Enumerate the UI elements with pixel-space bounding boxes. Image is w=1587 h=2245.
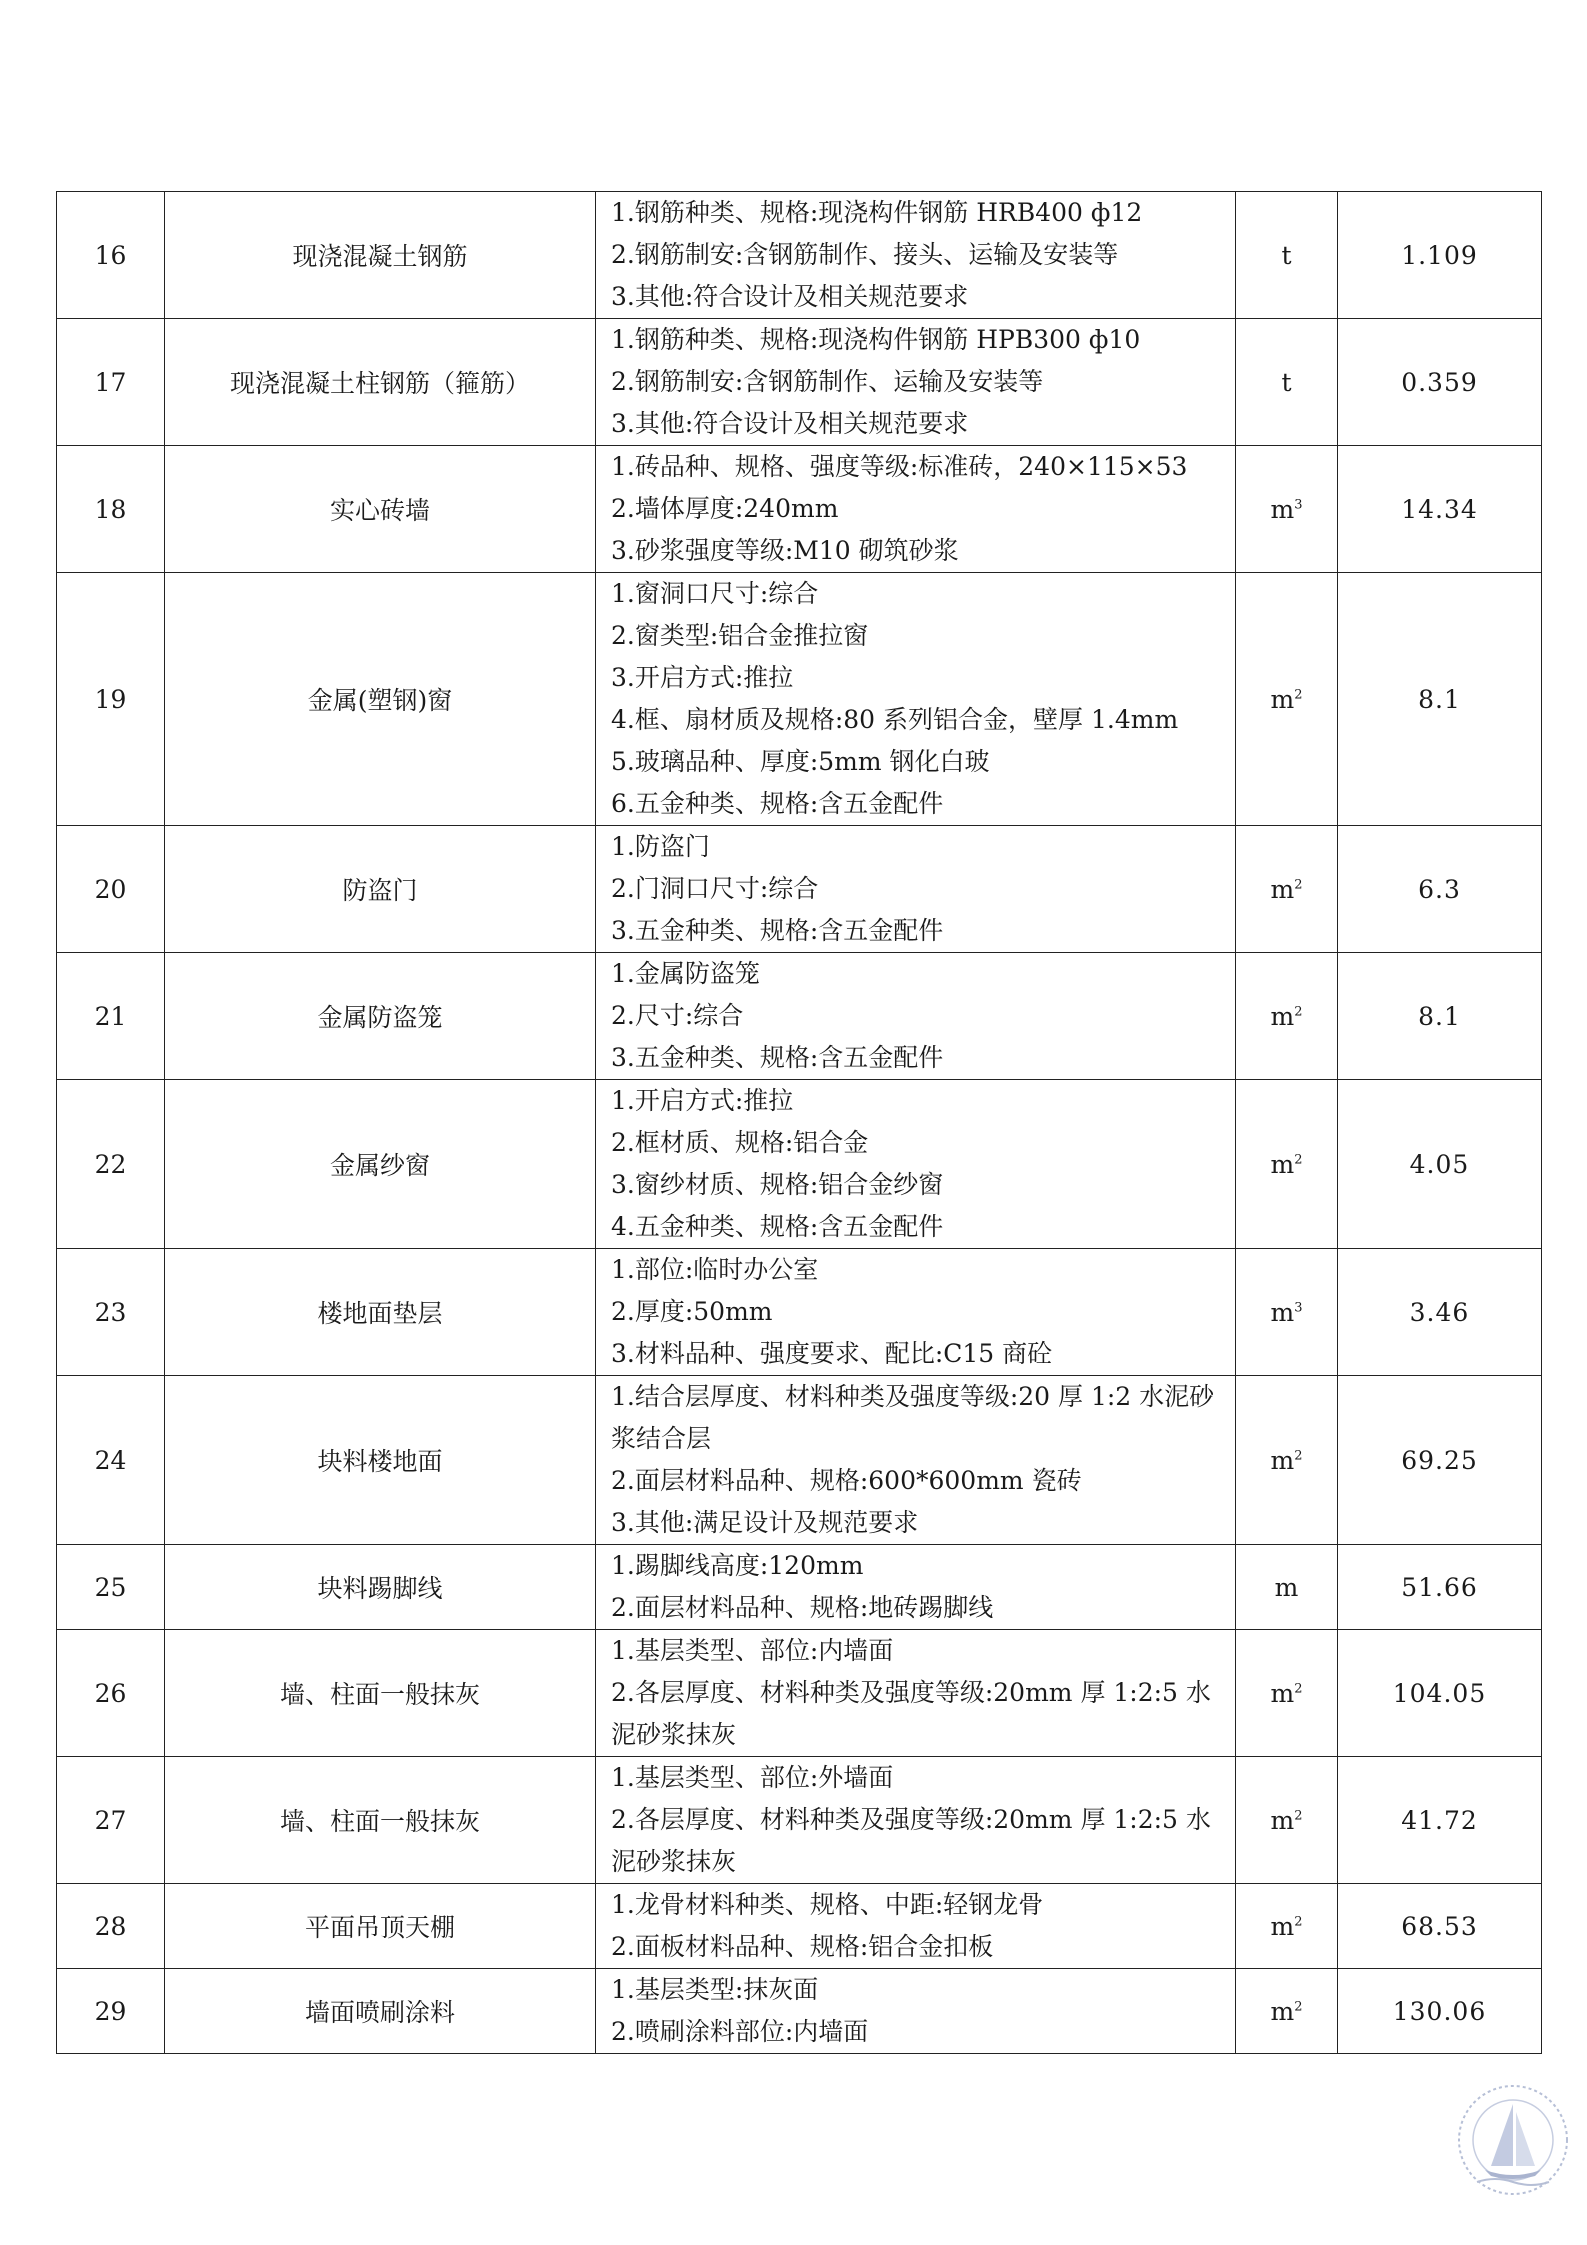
item-features bbox=[596, 1757, 1236, 1884]
item-number: 17 bbox=[57, 319, 165, 446]
feature-line: 1.龙骨材料种类、规格、中距:轻钢龙骨 bbox=[611, 1890, 1044, 1919]
item-unit: $m^2$ bbox=[1236, 826, 1338, 953]
feature-line: 3.材料品种、强度要求、配比:C15 商砼 bbox=[611, 1339, 1053, 1368]
item-unit: $m^2$ bbox=[1236, 953, 1338, 1080]
table-row bbox=[57, 1249, 1542, 1376]
item-name: 块料踢脚线 bbox=[165, 1545, 596, 1630]
item-name: 实心砖墙 bbox=[165, 446, 596, 573]
item-number: 16 bbox=[57, 192, 165, 319]
item-unit: $m^2$ bbox=[1236, 1884, 1338, 1969]
item-name: 楼地面垫层 bbox=[165, 1249, 596, 1376]
feature-line: 3.开启方式:推拉 bbox=[611, 663, 794, 692]
feature-line: 2.框材质、规格:铝合金 bbox=[611, 1128, 869, 1157]
item-quantity: 130.06 bbox=[1338, 1969, 1542, 2054]
table-row bbox=[57, 1630, 1542, 1757]
item-unit: t bbox=[1236, 192, 1338, 319]
item-number: 28 bbox=[57, 1884, 165, 1969]
item-name: 墙、柱面一般抹灰 bbox=[165, 1757, 596, 1884]
feature-line: 1.基层类型:抹灰面 bbox=[611, 1975, 819, 2004]
feature-line: 2.钢筋制安:含钢筋制作、运输及安装等 bbox=[611, 367, 1044, 396]
item-unit: $m^3$ bbox=[1236, 446, 1338, 573]
item-quantity: 104.05 bbox=[1338, 1630, 1542, 1757]
item-number: 26 bbox=[57, 1630, 165, 1757]
item-features bbox=[596, 1080, 1236, 1249]
item-name: 块料楼地面 bbox=[165, 1376, 596, 1545]
table-row bbox=[57, 319, 1542, 446]
item-quantity: 8.1 bbox=[1338, 953, 1542, 1080]
feature-line: 2.面板材料品种、规格:铝合金扣板 bbox=[611, 1932, 994, 1961]
table-body bbox=[57, 192, 1542, 2054]
item-unit: m bbox=[1236, 1545, 1338, 1630]
item-quantity: 0.359 bbox=[1338, 319, 1542, 446]
item-quantity: 51.66 bbox=[1338, 1545, 1542, 1630]
item-name: 墙面喷刷涂料 bbox=[165, 1969, 596, 2054]
feature-line: 4.五金种类、规格:含五金配件 bbox=[611, 1212, 944, 1241]
item-name: 防盗门 bbox=[165, 826, 596, 953]
feature-line: 3.五金种类、规格:含五金配件 bbox=[611, 916, 944, 945]
feature-line: 2.窗类型:铝合金推拉窗 bbox=[611, 621, 869, 650]
item-features bbox=[596, 953, 1236, 1080]
item-number: 21 bbox=[57, 953, 165, 1080]
feature-line: 1.部位:临时办公室 bbox=[611, 1255, 819, 1284]
table-row bbox=[57, 1376, 1542, 1545]
table-row bbox=[57, 573, 1542, 826]
item-features bbox=[596, 1249, 1236, 1376]
table-row bbox=[57, 1884, 1542, 1969]
item-number: 19 bbox=[57, 573, 165, 826]
feature-line: 1.钢筋种类、规格:现浇构件钢筋 HPB300 ф10 bbox=[611, 325, 1141, 354]
feature-line: 3.窗纱材质、规格:铝合金纱窗 bbox=[611, 1170, 944, 1199]
feature-line: 1.金属防盗笼 bbox=[611, 959, 760, 988]
item-unit: $m^2$ bbox=[1236, 1630, 1338, 1757]
item-quantity: 1.109 bbox=[1338, 192, 1542, 319]
item-quantity: 8.1 bbox=[1338, 573, 1542, 826]
item-unit: $m^2$ bbox=[1236, 1080, 1338, 1249]
feature-line: 2.墙体厚度:240mm bbox=[611, 494, 839, 523]
item-quantity: 4.05 bbox=[1338, 1080, 1542, 1249]
item-features bbox=[596, 1630, 1236, 1757]
feature-line: 1.窗洞口尺寸:综合 bbox=[611, 579, 819, 608]
item-features bbox=[596, 573, 1236, 826]
feature-line: 1.基层类型、部位:内墙面 bbox=[611, 1636, 894, 1665]
feature-line: 1.基层类型、部位:外墙面 bbox=[611, 1763, 894, 1792]
table-row bbox=[57, 826, 1542, 953]
table-row bbox=[57, 953, 1542, 1080]
item-number: 27 bbox=[57, 1757, 165, 1884]
item-quantity: 14.34 bbox=[1338, 446, 1542, 573]
feature-line: 1.踢脚线高度:120mm bbox=[611, 1551, 864, 1580]
feature-line: 2.尺寸:综合 bbox=[611, 1001, 744, 1030]
sailboat-seal-icon bbox=[1455, 2082, 1571, 2198]
item-quantity: 6.3 bbox=[1338, 826, 1542, 953]
item-number: 24 bbox=[57, 1376, 165, 1545]
feature-line: 1.钢筋种类、规格:现浇构件钢筋 HRB400 ф12 bbox=[611, 198, 1143, 227]
table-row bbox=[57, 1969, 1542, 2054]
item-features bbox=[596, 826, 1236, 953]
item-name: 金属防盗笼 bbox=[165, 953, 596, 1080]
item-number: 20 bbox=[57, 826, 165, 953]
item-unit: t bbox=[1236, 319, 1338, 446]
item-name: 现浇混凝土柱钢筋（箍筋） bbox=[165, 319, 596, 446]
item-features bbox=[596, 446, 1236, 573]
item-features bbox=[596, 192, 1236, 319]
item-number: 29 bbox=[57, 1969, 165, 2054]
feature-line: 2.喷刷涂料部位:内墙面 bbox=[611, 2017, 869, 2046]
item-quantity: 3.46 bbox=[1338, 1249, 1542, 1376]
feature-line: 3.砂浆强度等级:M10 砌筑砂浆 bbox=[611, 536, 959, 565]
item-features bbox=[596, 1376, 1236, 1545]
item-features bbox=[596, 1969, 1236, 2054]
item-features bbox=[596, 1545, 1236, 1630]
item-features bbox=[596, 319, 1236, 446]
feature-line: 2.面层材料品种、规格:地砖踢脚线 bbox=[611, 1593, 994, 1622]
item-quantity: 69.25 bbox=[1338, 1376, 1542, 1545]
item-unit: $m^3$ bbox=[1236, 1249, 1338, 1376]
table-row bbox=[57, 1080, 1542, 1249]
feature-line: 5.玻璃品种、厚度:5mm 钢化白玻 bbox=[611, 747, 990, 776]
feature-line: 4.框、扇材质及规格:80 系列铝合金，壁厚 1.4mm bbox=[611, 705, 1179, 734]
item-name: 现浇混凝土钢筋 bbox=[165, 192, 596, 319]
feature-line: 6.五金种类、规格:含五金配件 bbox=[611, 789, 944, 818]
item-name: 金属纱窗 bbox=[165, 1080, 596, 1249]
table-row bbox=[57, 192, 1542, 319]
feature-line: 1.防盗门 bbox=[611, 832, 710, 861]
feature-line: 2.厚度:50mm bbox=[611, 1297, 773, 1326]
feature-line: 1.结合层厚度、材料种类及强度等级:20 厚 1:2 水泥砂浆结合层 bbox=[611, 1382, 1215, 1453]
feature-line: 2.各层厚度、材料种类及强度等级:20mm 厚 1:2:5 水泥砂浆抹灰 bbox=[611, 1678, 1211, 1749]
table-row bbox=[57, 446, 1542, 573]
item-number: 25 bbox=[57, 1545, 165, 1630]
item-quantity: 41.72 bbox=[1338, 1757, 1542, 1884]
item-number: 22 bbox=[57, 1080, 165, 1249]
item-quantity: 68.53 bbox=[1338, 1884, 1542, 1969]
item-unit: $m^2$ bbox=[1236, 1969, 1338, 2054]
table-row bbox=[57, 1545, 1542, 1630]
bill-of-quantities-table bbox=[56, 191, 1542, 2054]
feature-line: 3.其他:满足设计及规范要求 bbox=[611, 1508, 919, 1537]
feature-line: 3.其他:符合设计及相关规范要求 bbox=[611, 409, 969, 438]
item-name: 平面吊顶天棚 bbox=[165, 1884, 596, 1969]
item-name: 金属(塑钢)窗 bbox=[165, 573, 596, 826]
feature-line: 2.面层材料品种、规格:600*600mm 瓷砖 bbox=[611, 1466, 1082, 1495]
item-unit: $m^2$ bbox=[1236, 573, 1338, 826]
feature-line: 2.各层厚度、材料种类及强度等级:20mm 厚 1:2:5 水泥砂浆抹灰 bbox=[611, 1805, 1211, 1876]
feature-line: 1.砖品种、规格、强度等级:标准砖，240×115×53 bbox=[611, 452, 1188, 481]
feature-line: 3.五金种类、规格:含五金配件 bbox=[611, 1043, 944, 1072]
item-name: 墙、柱面一般抹灰 bbox=[165, 1630, 596, 1757]
feature-line: 3.其他:符合设计及相关规范要求 bbox=[611, 282, 969, 311]
item-number: 23 bbox=[57, 1249, 165, 1376]
feature-line: 2.门洞口尺寸:综合 bbox=[611, 874, 819, 903]
item-unit: $m^2$ bbox=[1236, 1376, 1338, 1545]
feature-line: 1.开启方式:推拉 bbox=[611, 1086, 794, 1115]
item-features bbox=[596, 1884, 1236, 1969]
item-unit: $m^2$ bbox=[1236, 1757, 1338, 1884]
table-row bbox=[57, 1757, 1542, 1884]
item-number: 18 bbox=[57, 446, 165, 573]
feature-line: 2.钢筋制安:含钢筋制作、接头、运输及安装等 bbox=[611, 240, 1119, 269]
